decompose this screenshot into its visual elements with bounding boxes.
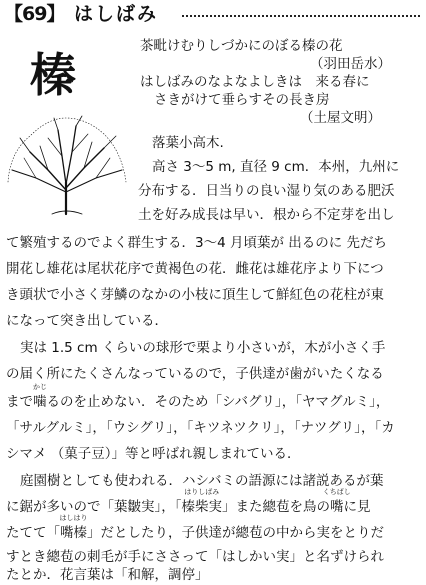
poem-2-line-2: さきがけて垂らすその長き房: [154, 92, 330, 108]
entry-header: [4, 2, 422, 28]
tree-illustration: [0, 112, 132, 220]
poem-2-author: （土屋文明）: [300, 110, 381, 126]
body-line: 開花し雄花は尾状花序で黄褐色の花．雌花は雄花序より下につ: [6, 261, 384, 277]
body-line: 庭園樹としても使われる．ハシバミの語源には諸説あるが葉: [20, 473, 384, 489]
ruby-text: くちばし: [322, 488, 351, 496]
ruby-word: [322, 488, 351, 517]
body-line: まで噛るのを止めない．そのため「シバグリ」，「ヤマグルミ」，: [6, 394, 390, 410]
text-run: たてて「: [6, 525, 60, 541]
body-line: 実は 1.5 cm くらいの球形で栗より小さいが，木が小さく手: [20, 340, 386, 356]
text-run: に鋸が多いので「葉皺実」，「: [6, 499, 182, 515]
body-line: 分布する．日当りの良い湿り気のある肥沃: [138, 183, 395, 199]
main-kanji: 榛: [30, 48, 76, 102]
ruby-base: 嘴榛: [60, 525, 87, 541]
body-line: シマメ （菓子豆）」等と呼ばれ親しまれている．: [6, 446, 301, 462]
ruby-base: 嘴: [330, 499, 344, 515]
body-line: き頭状で小さく芽鱗のなかの小枝に頂生して鮮紅色の花柱が東: [6, 287, 384, 303]
body-line: 落葉小高木.: [152, 135, 224, 151]
header-dotted-rule: [182, 15, 420, 17]
ruby-text: はしはり: [59, 514, 88, 522]
entry-title: はしばみ: [74, 3, 159, 25]
body-line: 高さ 3～5 m, 直径 9 cm．本州，九州に: [152, 159, 400, 175]
body-line: になって突き出している．: [6, 313, 168, 329]
ruby-word: [59, 514, 88, 543]
body-line: 「サルグルミ」，「ウシグリ」，「キツネツクリ」，「ナツグリ」，「カ: [6, 420, 395, 436]
ruby-word: [181, 488, 223, 517]
ruby-kaji-text: かじ: [33, 383, 47, 391]
poem-1-author: （羽田岳水）: [310, 56, 391, 72]
entry-number: 【69】: [4, 3, 65, 25]
body-line: て繁殖するのでよく群生する．3～4 月頃葉が 出るのに 先だち: [6, 235, 388, 251]
body-line: の届く所にたくさんなっているので，子供達が歯がいたくなる: [6, 366, 384, 382]
body-line: たとか．花言葉は「和解，調停」: [6, 567, 209, 583]
text-run: に見: [343, 499, 371, 515]
poem-1: 茶毗けむりしづかにのぼる榛の花: [140, 38, 343, 54]
ruby-text: はりしばみ: [184, 488, 220, 496]
text-run: 」だとしたり，子供達が總苞の中から実をとりだ: [87, 525, 384, 541]
body-line: 土を好み成長は早い．根から不定芽を出し: [138, 207, 395, 223]
body-line: すとき總苞の刺毛が手にささって「はしかい実」と名ずけられ: [6, 549, 384, 565]
ruby-base: 榛柴実: [181, 499, 222, 515]
body-line-with-ruby: [6, 514, 384, 543]
poem-2-line-1: はしばみのなよなよしきは 来る春に: [140, 74, 370, 90]
text-run: 」また總苞を鳥の: [222, 499, 330, 515]
